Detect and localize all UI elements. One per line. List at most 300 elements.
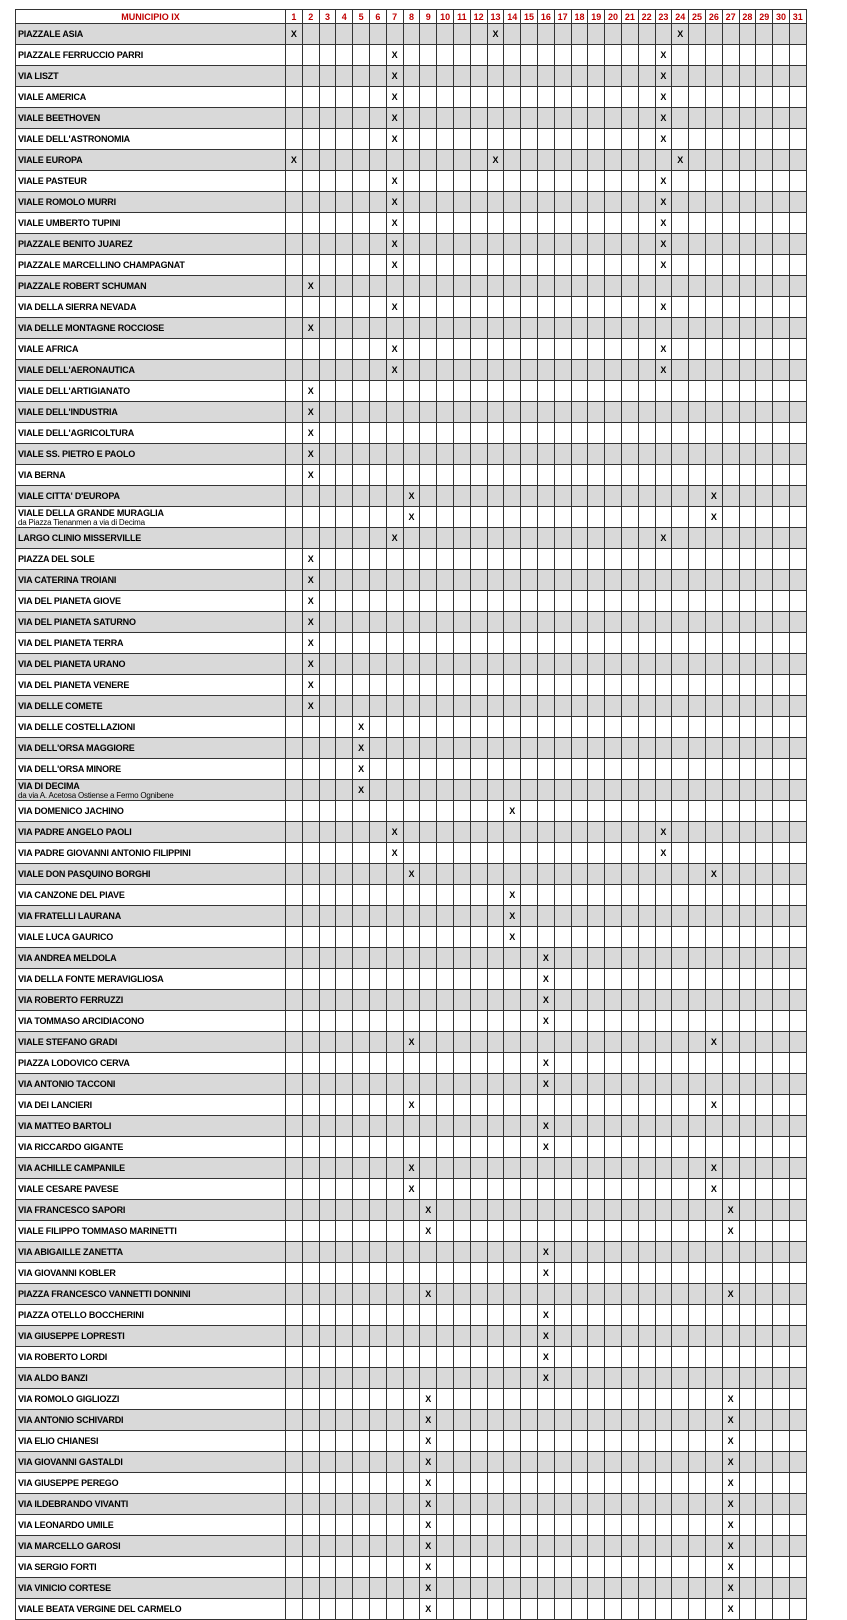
day-cell xyxy=(420,45,437,66)
day-cell xyxy=(554,129,571,150)
day-cell xyxy=(420,906,437,927)
day-cell xyxy=(403,213,420,234)
street-name-cell: VIA MATTEO BARTOLI xyxy=(16,1116,286,1137)
day-cell xyxy=(722,738,739,759)
day-cell xyxy=(605,612,622,633)
day-cell xyxy=(756,1536,773,1557)
day-cell xyxy=(521,570,538,591)
day-cell xyxy=(689,528,706,549)
day-cell xyxy=(403,906,420,927)
day-cell xyxy=(521,465,538,486)
day-cell xyxy=(386,465,403,486)
day-cell xyxy=(470,969,487,990)
day-cell xyxy=(756,486,773,507)
day-cell xyxy=(353,969,370,990)
day-cell xyxy=(571,45,588,66)
day-cell xyxy=(621,1200,638,1221)
day-cell xyxy=(470,1011,487,1032)
day-cell xyxy=(353,1578,370,1599)
day-cell xyxy=(487,1095,504,1116)
day-cell xyxy=(336,213,353,234)
day-cell xyxy=(773,1557,790,1578)
street-name-cell: VIA PADRE ANGELO PAOLI xyxy=(16,822,286,843)
day-cell xyxy=(789,234,806,255)
day-cell xyxy=(537,1410,554,1431)
day-cell xyxy=(336,1578,353,1599)
day-cell xyxy=(554,1599,571,1620)
day-cell xyxy=(588,24,605,45)
street-name: VIA DI DECIMA xyxy=(18,780,80,791)
table-row xyxy=(16,1011,807,1032)
day-cell xyxy=(470,87,487,108)
day-cell xyxy=(672,1578,689,1599)
day-cell xyxy=(319,1158,336,1179)
day-cell xyxy=(470,45,487,66)
day-cell xyxy=(689,1221,706,1242)
day-cell xyxy=(369,570,386,591)
day-cell xyxy=(739,1557,756,1578)
day-cell xyxy=(437,906,454,927)
day-cell xyxy=(319,1410,336,1431)
day-cell xyxy=(588,507,605,528)
day-cell xyxy=(789,717,806,738)
day-cell xyxy=(554,234,571,255)
day-cell xyxy=(588,1452,605,1473)
day-cell xyxy=(789,948,806,969)
day-cell xyxy=(705,1116,722,1137)
day-cell xyxy=(571,1326,588,1347)
day-cell xyxy=(369,591,386,612)
day-cell xyxy=(353,1515,370,1536)
day-cell xyxy=(470,1326,487,1347)
day-cell xyxy=(756,66,773,87)
day-cell xyxy=(504,108,521,129)
day-cell xyxy=(756,801,773,822)
day-cell xyxy=(756,213,773,234)
day-cell xyxy=(638,717,655,738)
day-cell xyxy=(521,822,538,843)
day-cell xyxy=(437,1473,454,1494)
day-cell xyxy=(705,1326,722,1347)
day-cell xyxy=(369,1032,386,1053)
day-cell xyxy=(336,1179,353,1200)
day-cell xyxy=(537,255,554,276)
day-header-7: 7 xyxy=(386,10,403,24)
day-cell xyxy=(672,108,689,129)
day-cell xyxy=(605,213,622,234)
cleaning-mark: X xyxy=(722,1200,739,1221)
day-cell xyxy=(554,1368,571,1389)
day-cell xyxy=(773,381,790,402)
day-cell xyxy=(705,1536,722,1557)
cleaning-mark: X xyxy=(420,1578,437,1599)
day-header-8: 8 xyxy=(403,10,420,24)
day-cell xyxy=(638,1200,655,1221)
day-cell xyxy=(571,465,588,486)
day-cell xyxy=(386,885,403,906)
table-row xyxy=(16,150,807,171)
street-name-cell: VIA GIUSEPPE LOPRESTI xyxy=(16,1326,286,1347)
day-cell xyxy=(537,780,554,801)
day-cell xyxy=(353,885,370,906)
day-cell xyxy=(504,675,521,696)
day-cell xyxy=(638,990,655,1011)
day-cell xyxy=(588,1095,605,1116)
day-cell xyxy=(487,969,504,990)
day-cell xyxy=(689,1578,706,1599)
day-cell xyxy=(386,1284,403,1305)
day-cell xyxy=(369,1179,386,1200)
day-cell xyxy=(554,297,571,318)
day-cell xyxy=(722,402,739,423)
day-cell xyxy=(722,87,739,108)
day-cell xyxy=(705,948,722,969)
day-cell xyxy=(453,507,470,528)
cleaning-mark: X xyxy=(705,1179,722,1200)
day-cell xyxy=(453,1011,470,1032)
day-cell xyxy=(504,1515,521,1536)
day-cell xyxy=(739,1158,756,1179)
day-cell xyxy=(302,1494,319,1515)
day-cell xyxy=(521,444,538,465)
day-cell xyxy=(722,633,739,654)
day-cell xyxy=(521,129,538,150)
day-cell xyxy=(302,1578,319,1599)
day-cell xyxy=(789,1200,806,1221)
day-cell xyxy=(487,486,504,507)
day-cell xyxy=(453,864,470,885)
day-cell xyxy=(420,696,437,717)
street-name-cell: VIA DEL PIANETA URANO xyxy=(16,654,286,675)
day-cell xyxy=(554,1053,571,1074)
day-cell xyxy=(487,885,504,906)
day-cell xyxy=(537,129,554,150)
day-cell xyxy=(773,675,790,696)
day-cell xyxy=(773,1347,790,1368)
day-cell xyxy=(756,1200,773,1221)
day-cell xyxy=(420,528,437,549)
cleaning-mark: X xyxy=(504,927,521,948)
cleaning-mark: X xyxy=(386,87,403,108)
day-cell xyxy=(302,717,319,738)
day-cell xyxy=(437,1452,454,1473)
day-cell xyxy=(487,1368,504,1389)
day-cell xyxy=(453,1347,470,1368)
day-cell xyxy=(789,528,806,549)
day-cell xyxy=(773,171,790,192)
table-row xyxy=(16,1074,807,1095)
day-cell xyxy=(353,1431,370,1452)
day-cell xyxy=(605,150,622,171)
day-cell xyxy=(537,1494,554,1515)
day-cell xyxy=(605,1368,622,1389)
day-header-13: 13 xyxy=(487,10,504,24)
cleaning-mark: X xyxy=(537,1074,554,1095)
day-cell xyxy=(672,507,689,528)
day-cell xyxy=(773,150,790,171)
day-cell xyxy=(521,612,538,633)
day-cell xyxy=(403,234,420,255)
day-cell xyxy=(470,1158,487,1179)
day-cell xyxy=(420,1074,437,1095)
day-cell xyxy=(571,1137,588,1158)
day-cell xyxy=(336,1536,353,1557)
day-cell xyxy=(773,1137,790,1158)
day-cell xyxy=(336,402,353,423)
cleaning-mark: X xyxy=(420,1473,437,1494)
day-cell xyxy=(521,297,538,318)
day-cell xyxy=(722,654,739,675)
day-cell xyxy=(369,696,386,717)
day-cell xyxy=(554,1389,571,1410)
day-cell xyxy=(521,1263,538,1284)
day-cell xyxy=(739,1032,756,1053)
day-cell xyxy=(420,990,437,1011)
day-cell xyxy=(336,276,353,297)
day-cell xyxy=(789,1494,806,1515)
day-cell xyxy=(420,948,437,969)
day-cell xyxy=(638,633,655,654)
day-cell xyxy=(504,780,521,801)
day-cell xyxy=(369,801,386,822)
day-cell xyxy=(554,612,571,633)
day-cell xyxy=(487,570,504,591)
day-cell xyxy=(521,1200,538,1221)
day-cell xyxy=(638,87,655,108)
day-cell xyxy=(655,1200,672,1221)
day-cell xyxy=(437,717,454,738)
day-cell xyxy=(504,318,521,339)
day-cell xyxy=(739,318,756,339)
day-cell xyxy=(756,297,773,318)
day-cell xyxy=(756,612,773,633)
day-cell xyxy=(773,1494,790,1515)
day-cell xyxy=(286,381,303,402)
day-cell xyxy=(521,801,538,822)
day-cell xyxy=(386,1326,403,1347)
day-cell xyxy=(487,822,504,843)
day-cell xyxy=(437,1368,454,1389)
day-cell xyxy=(571,759,588,780)
day-cell xyxy=(705,843,722,864)
day-cell xyxy=(487,318,504,339)
day-cell xyxy=(705,528,722,549)
day-cell xyxy=(336,612,353,633)
table-row xyxy=(16,213,807,234)
day-cell xyxy=(655,990,672,1011)
day-cell xyxy=(672,1011,689,1032)
day-cell xyxy=(286,129,303,150)
day-cell xyxy=(739,1200,756,1221)
cleaning-mark: X xyxy=(386,297,403,318)
day-cell xyxy=(739,990,756,1011)
day-cell xyxy=(453,1389,470,1410)
day-cell xyxy=(571,591,588,612)
day-cell xyxy=(588,171,605,192)
day-cell xyxy=(453,801,470,822)
day-cell xyxy=(403,423,420,444)
day-cell xyxy=(756,465,773,486)
day-cell xyxy=(773,864,790,885)
day-cell xyxy=(705,1368,722,1389)
day-cell xyxy=(537,486,554,507)
day-cell xyxy=(705,1494,722,1515)
day-cell xyxy=(420,1326,437,1347)
day-cell xyxy=(353,318,370,339)
day-cell xyxy=(353,1116,370,1137)
day-cell xyxy=(487,171,504,192)
day-cell xyxy=(336,24,353,45)
day-cell xyxy=(403,1305,420,1326)
street-name-cell: VIALE FILIPPO TOMMASO MARINETTI xyxy=(16,1221,286,1242)
day-cell xyxy=(353,1032,370,1053)
day-cell xyxy=(521,402,538,423)
day-cell xyxy=(554,927,571,948)
day-cell xyxy=(655,381,672,402)
day-cell xyxy=(403,318,420,339)
day-cell xyxy=(672,654,689,675)
day-cell xyxy=(437,1494,454,1515)
day-cell xyxy=(453,1032,470,1053)
cleaning-mark: X xyxy=(655,192,672,213)
day-header-31: 31 xyxy=(789,10,806,24)
day-cell xyxy=(302,1284,319,1305)
day-cell xyxy=(537,1095,554,1116)
day-cell xyxy=(773,654,790,675)
day-cell xyxy=(773,1158,790,1179)
day-cell xyxy=(638,654,655,675)
day-cell xyxy=(403,822,420,843)
day-cell xyxy=(437,990,454,1011)
day-cell xyxy=(302,1431,319,1452)
cleaning-mark: X xyxy=(302,465,319,486)
day-cell xyxy=(588,1200,605,1221)
table-row xyxy=(16,1095,807,1116)
day-cell xyxy=(286,1473,303,1494)
day-cell xyxy=(286,738,303,759)
day-cell xyxy=(739,1347,756,1368)
day-cell xyxy=(386,1053,403,1074)
cleaning-mark: X xyxy=(504,801,521,822)
day-cell xyxy=(453,1599,470,1620)
day-cell xyxy=(588,1221,605,1242)
day-cell xyxy=(588,360,605,381)
cleaning-mark: X xyxy=(302,675,319,696)
day-cell xyxy=(789,1305,806,1326)
day-cell xyxy=(672,1095,689,1116)
day-cell xyxy=(638,549,655,570)
day-cell xyxy=(521,234,538,255)
day-cell xyxy=(537,1200,554,1221)
day-cell xyxy=(605,1557,622,1578)
day-cell xyxy=(504,864,521,885)
day-cell xyxy=(453,759,470,780)
day-cell xyxy=(672,1431,689,1452)
day-cell xyxy=(403,360,420,381)
table-row xyxy=(16,129,807,150)
day-cell xyxy=(286,444,303,465)
day-cell xyxy=(756,864,773,885)
day-cell xyxy=(470,654,487,675)
day-cell xyxy=(756,1452,773,1473)
day-cell xyxy=(571,1452,588,1473)
street-name-cell: VIA SERGIO FORTI xyxy=(16,1557,286,1578)
day-cell xyxy=(789,864,806,885)
day-cell xyxy=(672,1557,689,1578)
day-cell xyxy=(605,948,622,969)
table-row xyxy=(16,24,807,45)
day-cell xyxy=(739,402,756,423)
day-cell xyxy=(773,1410,790,1431)
day-cell xyxy=(705,339,722,360)
day-cell xyxy=(621,591,638,612)
day-cell xyxy=(302,948,319,969)
day-cell xyxy=(689,1158,706,1179)
day-cell xyxy=(672,633,689,654)
day-cell xyxy=(655,1599,672,1620)
day-cell xyxy=(403,1116,420,1137)
day-cell xyxy=(689,129,706,150)
day-cell xyxy=(521,1305,538,1326)
day-cell xyxy=(420,549,437,570)
day-cell xyxy=(319,1221,336,1242)
day-cell xyxy=(705,1599,722,1620)
day-cell xyxy=(588,570,605,591)
day-cell xyxy=(554,1347,571,1368)
day-cell xyxy=(487,1536,504,1557)
street-name-cell: VIALE DELL'ASTRONOMIA xyxy=(16,129,286,150)
day-cell xyxy=(756,1557,773,1578)
day-header-14: 14 xyxy=(504,10,521,24)
day-cell xyxy=(369,171,386,192)
day-cell xyxy=(369,255,386,276)
day-cell xyxy=(588,1305,605,1326)
day-cell xyxy=(571,1410,588,1431)
day-cell xyxy=(789,1389,806,1410)
day-cell xyxy=(571,213,588,234)
day-cell xyxy=(655,1137,672,1158)
day-cell xyxy=(353,1494,370,1515)
day-cell xyxy=(470,297,487,318)
day-header-20: 20 xyxy=(605,10,622,24)
day-cell xyxy=(353,402,370,423)
day-cell xyxy=(689,192,706,213)
day-cell xyxy=(353,276,370,297)
day-cell xyxy=(420,717,437,738)
day-cell xyxy=(369,423,386,444)
day-cell xyxy=(554,339,571,360)
day-cell xyxy=(588,738,605,759)
day-cell xyxy=(722,465,739,486)
day-cell xyxy=(319,1599,336,1620)
day-cell xyxy=(672,1032,689,1053)
day-cell xyxy=(756,276,773,297)
day-cell xyxy=(638,948,655,969)
day-cell xyxy=(605,108,622,129)
day-cell xyxy=(655,1053,672,1074)
day-cell xyxy=(537,318,554,339)
day-cell xyxy=(789,675,806,696)
day-cell xyxy=(722,129,739,150)
day-cell xyxy=(302,339,319,360)
day-cell xyxy=(319,549,336,570)
day-cell xyxy=(722,591,739,612)
day-cell xyxy=(353,822,370,843)
day-cell xyxy=(554,948,571,969)
day-cell xyxy=(504,129,521,150)
table-row xyxy=(16,591,807,612)
day-cell xyxy=(420,1116,437,1137)
